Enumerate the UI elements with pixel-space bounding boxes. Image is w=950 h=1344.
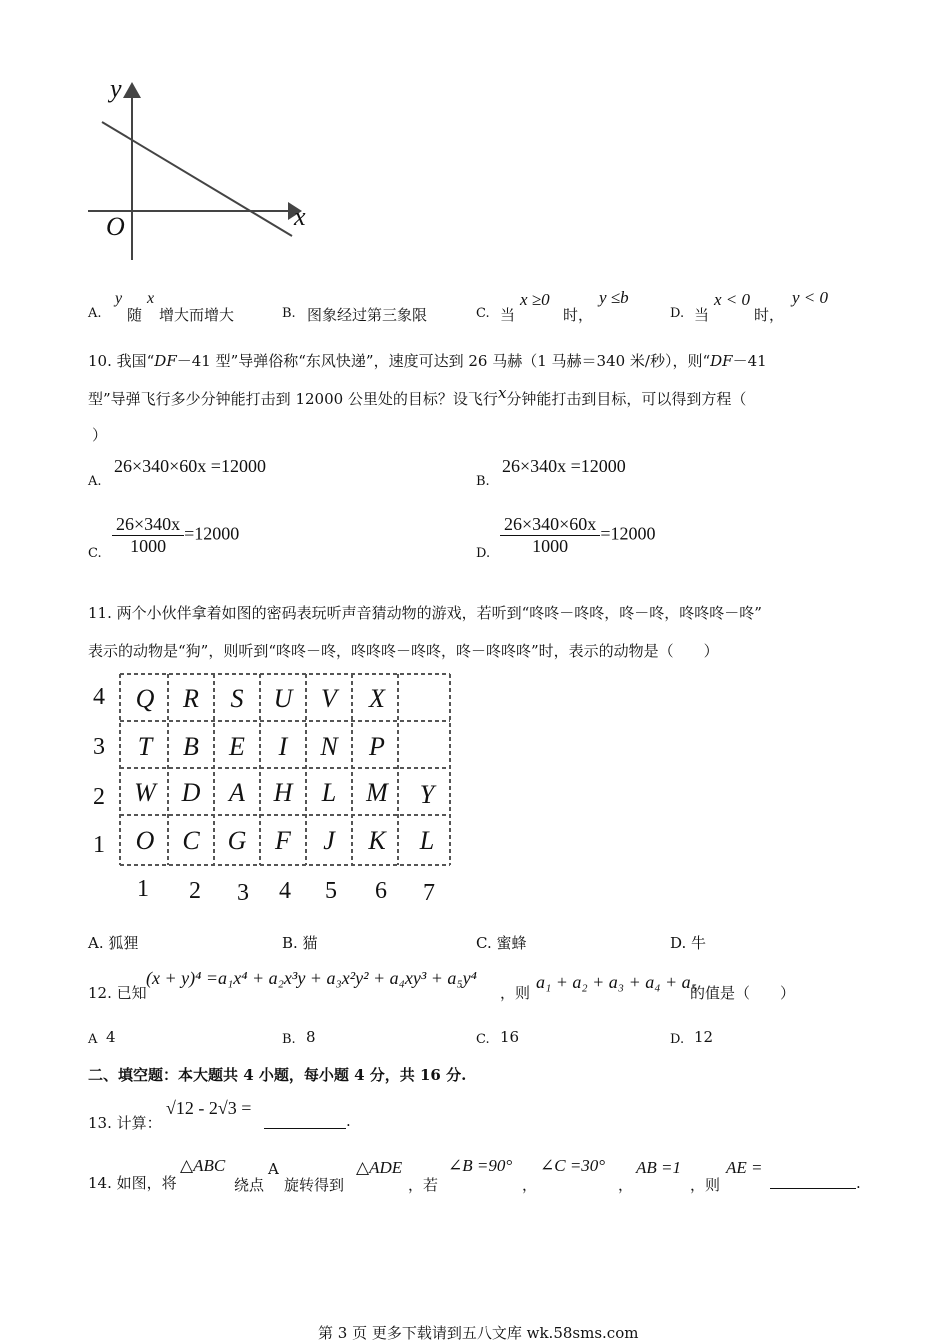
q12-mid: ，则 (500, 984, 531, 1002)
q10-option-c-letter: C. (88, 546, 102, 561)
q10-option-a-letter: A. (88, 474, 102, 489)
q12-option-b-letter: B. (282, 1032, 296, 1047)
q12-option-d-letter: D. (670, 1032, 685, 1047)
cipher-cell (404, 724, 450, 770)
cipher-cell: Y (419, 780, 435, 809)
q9-option-d-mid: 时， (754, 306, 785, 324)
q9-option-c-letter: C. (476, 306, 490, 321)
graph-line (102, 122, 292, 236)
cipher-cell: C (182, 826, 200, 855)
q9-option-c-math2: y ≤b (599, 288, 629, 307)
q11-option-c: C. 蜜蜂 (476, 934, 527, 952)
q9-option-c-mid: 时， (563, 306, 594, 324)
q14-text5: ， (618, 1176, 634, 1194)
q14-text4: ， (522, 1176, 538, 1194)
page-footer: 第 3 页 更多下载请到五八文库 wk.58sms.com (318, 1324, 639, 1342)
q12-option-d-value: 12 (694, 1028, 714, 1046)
q10-c-numerator: 26×340x (112, 514, 184, 536)
y-axis-label: y (110, 74, 122, 103)
q10-option-a-expr: 26×340×60x =12000 (114, 456, 266, 476)
q10-line1: 10. 我国“DF－41 型”导弹俗称“东风快递”，速度可达到 26 马赫（1 马赫＝340 米/秒），则“DF－41 (88, 352, 767, 370)
cipher-cell: H (273, 778, 293, 807)
col-label-7: 7 (423, 880, 435, 906)
cipher-cell: P (369, 732, 385, 761)
q14-triangle-ade: △ADE (356, 1158, 403, 1177)
q11-line2: 表示的动物是“狗”，则听到“咚咚－咚，咚咚咚－咚咚，咚－咚咚咚”时，表示的动物是（ ） (88, 642, 719, 660)
q10-line3: ） (92, 426, 108, 444)
q14-suffix: . (856, 1174, 861, 1192)
q12-expression: (x + y)⁴ =a₁x⁴ + a₂x³y + a₃x²y² + a₄xy³ + a₅y⁴ (146, 968, 477, 988)
col-label-1: 1 (137, 876, 149, 902)
col-label-6: 6 (375, 878, 387, 904)
q10-line2: 型”导弹飞行多少分钟能打击到 12000 公里处的目标？设飞行x分钟能打击到目标，可以得到方程（ (88, 384, 747, 408)
q10-d-numerator: 26×340×60x (500, 514, 600, 536)
q14-text3: ，若 (408, 1176, 439, 1194)
cipher-cell: K (368, 826, 386, 855)
q10-option-c-expr: $\frac{26\times 340x}{1000}$ =12000 (112, 514, 239, 557)
col-label-4: 4 (279, 878, 291, 904)
q9-option-a-text1: 随 (127, 306, 143, 324)
q14-ab: AB =1 (636, 1158, 681, 1177)
q13-answer-blank[interactable] (264, 1110, 346, 1129)
q13-suffix: . (346, 1112, 351, 1130)
q9-option-d-math2: y < 0 (792, 288, 829, 307)
q10-option-d-expr: $\frac{26\times 340\times 60x}{1000}$ =12000 (500, 514, 655, 557)
cipher-cell: J (323, 826, 335, 855)
q10-c-denominator: 1000 (130, 536, 167, 556)
q10-option-b-letter: B. (476, 474, 490, 489)
q9-option-b-letter: B. (282, 306, 296, 321)
q9-option-a-y: y (115, 290, 123, 307)
q14-text2: 旋转得到 (284, 1176, 345, 1194)
cipher-cell: X (369, 684, 385, 713)
cipher-cell: E (229, 732, 245, 761)
q10-d-denominator: 1000 (532, 536, 569, 556)
q14-prefix: 14. 如图，将 (88, 1174, 177, 1192)
cipher-cell: G (227, 826, 247, 855)
q14-angle-b: ∠B =90° (448, 1156, 513, 1175)
q9-option-a-text2: 增大而增大 (159, 306, 235, 324)
cipher-cell: N (320, 732, 338, 761)
q9-option-a-x: x (147, 290, 155, 307)
col-label-5: 5 (325, 878, 337, 904)
q14-text6: ，则 (690, 1176, 721, 1194)
q14-ae: AE = (726, 1158, 763, 1177)
origin-label: O (106, 212, 125, 241)
q9-option-d-letter: D. (670, 306, 685, 321)
q9-option-c-prefix: 当 (500, 306, 516, 324)
cipher-cell: A (229, 778, 245, 807)
cipher-cell: L (321, 778, 337, 807)
q9-option-a-letter: A. (88, 306, 102, 321)
q10-option-d-letter: D. (476, 546, 491, 561)
q12-suffix: 的值是（ ） (690, 984, 796, 1002)
q12-option-c-letter: C. (476, 1032, 490, 1047)
cipher-cell: O (135, 826, 155, 855)
q13-prefix: 13. 计算： (88, 1114, 162, 1132)
cipher-cell: M (366, 778, 388, 807)
col-label-3: 3 (237, 880, 249, 906)
q9-option-c-math1: x ≥0 (520, 290, 550, 309)
cipher-cell: L (419, 826, 435, 855)
q12-sum: a₁ + a₂ + a₃ + a₄ + a₅ (536, 972, 697, 992)
cipher-cell: I (278, 732, 288, 761)
q14-angle-c: ∠C =30° (540, 1156, 606, 1175)
q11-option-b: B. 猫 (282, 934, 318, 952)
cipher-cell (404, 676, 450, 722)
q11-line1: 11. 两个小伙伴拿着如图的密码表玩听声音猜动物的游戏，若听到“咚咚－咚咚，咚－咚，咚咚咚－咚” (88, 604, 762, 622)
y-axis-arrow (123, 82, 141, 98)
cipher-cell: S (230, 684, 244, 713)
cipher-cell: B (183, 732, 199, 761)
q9-option-b-text: 图象经过第三象限 (307, 306, 428, 324)
col-label-2: 2 (189, 878, 201, 904)
cipher-cell: W (134, 778, 156, 807)
cipher-cell: U (273, 684, 293, 713)
q11-option-a: A. 狐狸 (88, 934, 139, 952)
q14-text1: 绕点 (234, 1176, 265, 1194)
row-label-3: 3 (93, 734, 105, 760)
q14-point: A (268, 1160, 279, 1178)
q9-option-d-prefix: 当 (694, 306, 710, 324)
cipher-cell: V (321, 684, 337, 713)
q12-option-a-value: 4 (106, 1028, 116, 1046)
cipher-cell: T (137, 732, 153, 761)
cipher-cell: F (275, 826, 291, 855)
q12-option-a-letter: A (88, 1032, 98, 1047)
q9-option-d-math1: x < 0 (714, 290, 751, 309)
row-label-2: 2 (93, 784, 105, 810)
q12-option-b-value: 8 (306, 1028, 316, 1046)
q11-option-d: D. 牛 (670, 934, 707, 952)
q13-expression: √12 - 2√3 = (166, 1098, 252, 1118)
q14-answer-blank[interactable] (770, 1172, 856, 1189)
x-axis-label: x (294, 202, 306, 231)
q12-prefix: 12. 已知 (88, 984, 147, 1002)
q14-triangle-abc: △ABC (180, 1156, 226, 1175)
row-label-1: 1 (93, 832, 105, 858)
row-label-4: 4 (93, 684, 105, 710)
section-2-title: 二、填空题：本大题共 4 小题，每小题 4 分，共 16 分. (88, 1066, 467, 1084)
cipher-cell: Q (135, 684, 155, 713)
cipher-cell: D (181, 778, 201, 807)
q12-option-c-value: 16 (500, 1028, 520, 1046)
cipher-cell: R (183, 684, 199, 713)
q10-option-b-expr: 26×340x =12000 (502, 456, 626, 476)
